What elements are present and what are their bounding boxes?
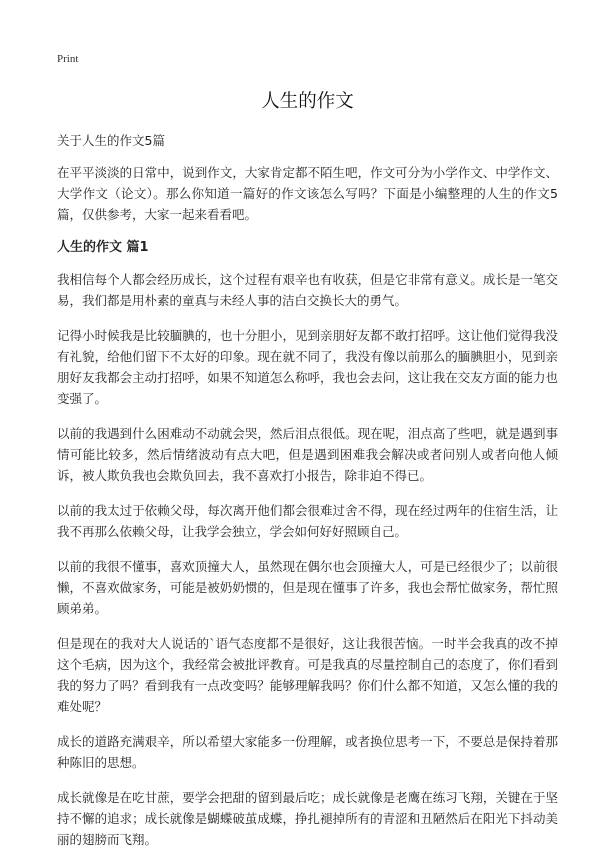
body-paragraph: 成长就像是在吃甘蔗，要学会把甜的留到最后吃；成长就像是老鹰在练习飞翔，关键在于坚持不懈的追求；成长就像是蝴蝶破茧成蝶，挣扎褪掉所有的青涩和丑陋然后在阳光下抖动美丽的翅膀而飞翔。 xyxy=(57,790,558,847)
body-paragraph: 以前的我遇到什么困难动不动就会哭，然后泪点很低。现在呢，泪点高了些吧，就是遇到事情可能比较多，然后情绪波动有点大吧，但是遇到困难我会解决或者问别人或者向他人倾诉，被人欺负我也会欺负回去，我不喜欢打小报告，除非迫不得已。 xyxy=(57,426,558,483)
document-title: 人生的作文 xyxy=(261,91,354,112)
section-heading: 人生的作文 篇1 xyxy=(57,240,149,255)
body-paragraph: 记得小时候我是比较腼腆的，也十分胆小，见到亲朋好友都不敢打招呼。这让他们觉得我没有礼貌，给他们留下不太好的印象。现在就不同了，我没有像以前那么的腼腆胆小，见到亲朋好友我都会主动打招呼，如果不知道怎么称呼，我也会去问，这让我在交友方面的能力也变强了。 xyxy=(57,328,558,406)
body-paragraph: 以前的我很不懂事，喜欢顶撞大人，虽然现在偶尔也会顶撞大人，可是已经很少了；以前很懒，不喜欢做家务，可能是被奶奶惯的，但是现在懂事了许多，我也会帮忙做家务，帮忙照顾弟弟。 xyxy=(57,559,558,616)
intro-paragraph: 在平平淡淡的日常中，说到作文，大家肯定都不陌生吧，作文可分为小学作文、中学作文、大学作文（论文）。那么你知道一篇好的作文该怎么写吗？下面是小编整理的人生的作文5篇，仅供参考，大家一起来看看吧。 xyxy=(57,165,558,222)
body-paragraph: 但是现在的我对大人说话的`语气态度都不是很好，这让我很苦恼。一时半会我真的改不掉这个毛病，因为这个，我经常会被批评教育。可是我真的尽量控制自己的态度了，你们看到我的努力了吗？看到我有一点改变吗？能够理解我吗？你们什么都不知道，又怎么懂的我的难处呢？ xyxy=(57,636,558,714)
body-paragraph: 我相信每个人都会经历成长，这个过程有艰辛也有收获，但是它非常有意义。成长是一笔交易，我们都是用朴素的童真与未经人事的洁白交换长大的勇气。 xyxy=(57,272,558,308)
print-link[interactable]: Print xyxy=(57,53,79,65)
body-paragraph: 成长的道路充满艰辛，所以希望大家能多一份理解，或者换位思考一下，不要总是保持着那种陈旧的思想。 xyxy=(57,734,558,770)
body-paragraph: 以前的我太过于依赖父母，每次离开他们都会很难过舍不得，现在经过两年的住宿生活，让我不再那么依赖父母，让我学会独立，学会如何好好照顾自己。 xyxy=(57,503,558,539)
document-subtitle: 关于人生的作文5篇 xyxy=(57,133,165,148)
